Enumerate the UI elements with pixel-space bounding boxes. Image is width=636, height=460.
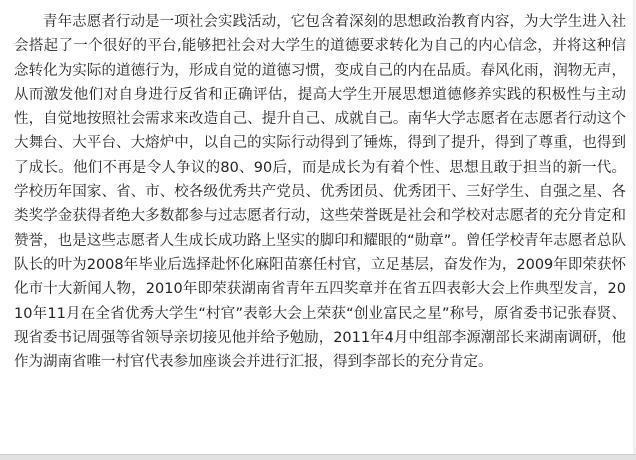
bottom-divider	[0, 454, 636, 460]
article-paragraph: 青年志愿者行动是一项社会实践活动，它包含着深刻的思想政治教育内容，为大学生进入社会搭起了一个很好的平台,能够把社会对大学生的道德要求转化为自己的内心信念，并将这种信念转化为实际的道德行为，形成自觉的道德习惯，变成自己的内在品质。春风化雨，润物无声，从而激发他们对自身进行反省和正确评估，提高大学生开展思想道德修养实践的积极性与主动性，自觉地按照社会需求来改造自己、提升自己、成就自己。南华大学志愿者在志愿者行动这个大舞台、大平台、大熔炉中，以自己的实际行动得到了锤炼，得到了提升，得到了尊重，也得到了成长。他们不再是令人争议的80、90后，而是成长为有着个性、思想且敢于担当的新一代。学校历年国家、省、市、校各级优秀共产党员、优秀团员、优秀团干、三好学生、自强之星、各类奖学金获得者绝大多数都参与过志愿者行动，这些荣誉既是社会和学校对志愿者的充分肯定和赞誉，也是这些志愿者人生成长成功路上坚实的脚印和耀眼的“勋章”。曾任学校青年志愿者总队队长的叶为2008年毕业后选择赴怀化麻阳苗寨任村官，立足基层，奋发作为，2009年即荣获怀化市十大新闻人物，2010年即荣获湖南省青年五四奖章并在省五四表彰大会上作典型发言，2010年11月在全省优秀大学生“村官”表彰大会上荣获“创业富民之星”称号，原省委书记张春贤、现省委书记周强等省领导亲切接见他并给予勉励，2011年4月中组部李源潮部长来湖南调研，他作为湖南省唯一村官代表参加座谈会并进行汇报，得到李部长的充分肯定。	[14, 14, 626, 371]
